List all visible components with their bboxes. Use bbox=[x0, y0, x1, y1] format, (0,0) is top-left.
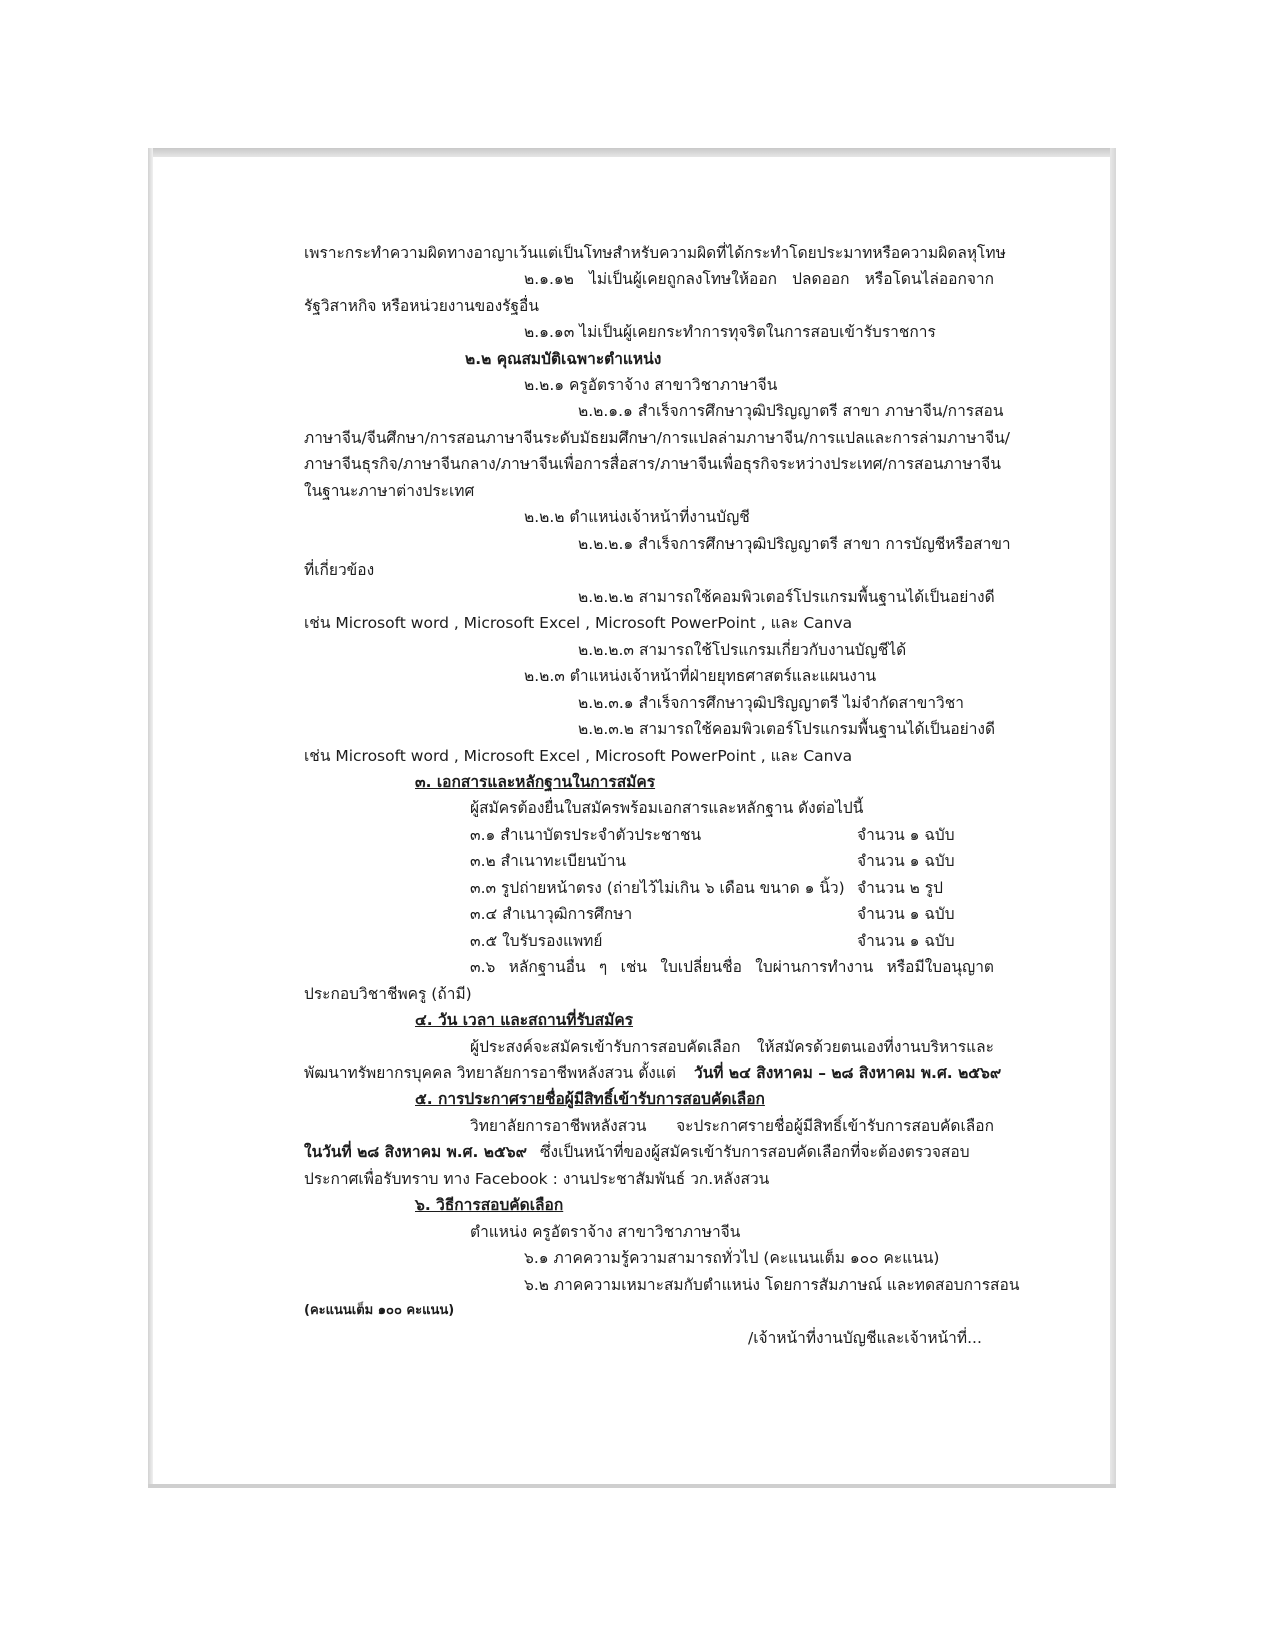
section-heading-qualifications: ๒.๒ คุณสมบัติเฉพาะตำแหน่ง bbox=[465, 350, 662, 368]
text-line: วิทยาลัยการอาชีพหลังสวน จะประกาศรายชื่อผู้มีสิทธิ์เข้ารับการสอบคัดเลือก bbox=[470, 1117, 994, 1135]
application-period: วันที่ ๒๔ สิงหาคม – ๒๘ สิงหาคม พ.ศ. ๒๕๖๙ bbox=[694, 1064, 1002, 1082]
document-item-label: ๓.๓ รูปถ่ายหน้าตรง (ถ่ายไว้ไม่เกิน ๖ เดือน ขนาด ๑ นิ้ว) bbox=[470, 879, 845, 897]
text-line: ๒.๒.๒.๓ สามารถใช้โปรแกรมเกี่ยวกับงานบัญชีได้ bbox=[578, 641, 907, 659]
document-item-label: ๓.๕ ใบรับรองแพทย์ bbox=[470, 932, 603, 950]
text-line: ๒.๑.๑๓ ไม่เป็นผู้เคยกระทำการทุจริตในการสอบเข้ารับราชการ bbox=[524, 323, 936, 341]
text-line: ๖.๒ ภาคความเหมาะสมกับตำแหน่ง โดยการสัมภาษณ์ และทดสอบการสอน bbox=[524, 1276, 1020, 1294]
document-item-label: ๓.๒ สำเนาทะเบียนบ้าน bbox=[470, 852, 626, 870]
section-heading-documents: ๓. เอกสารและหลักฐานในการสมัคร bbox=[415, 773, 656, 791]
text-line: ประกาศเพื่อรับทราบ ทาง Facebook : งานประชาสัมพันธ์ วก.หลังสวน bbox=[304, 1170, 770, 1188]
text-line: ๒.๒.๓.๒ สามารถใช้คอมพิวเตอร์โปรแกรมพื้นฐานได้เป็นอย่างดี bbox=[578, 720, 996, 738]
section-heading-announcement: ๕. การประกาศรายชื่อผู้มีสิทธิ์เข้ารับการสอบคัดเลือก bbox=[415, 1090, 765, 1108]
text-line: ผู้ประสงค์จะสมัครเข้ารับการสอบคัดเลือก ให้สมัครด้วยตนเองที่งานบริหารและ bbox=[470, 1038, 994, 1056]
text-line: ๒.๒.๓.๑ สำเร็จการศึกษาวุฒิปริญญาตรี ไม่จำกัดสาขาวิชา bbox=[578, 694, 964, 712]
continuation-note: /เจ้าหน้าที่งานบัญชีและเจ้าหน้าที่... bbox=[748, 1329, 982, 1347]
text-line: พัฒนาทรัพยากรบุคคล วิทยาลัยการอาชีพหลังสวน ตั้งแต่ bbox=[304, 1064, 676, 1082]
section-heading-selection-method: ๖. วิธีการสอบคัดเลือก bbox=[415, 1196, 564, 1214]
text-line: เช่น Microsoft word , Microsoft Excel , Microsoft PowerPoint , และ Canva bbox=[304, 747, 853, 765]
document-item-amount: จำนวน ๒ รูป bbox=[857, 879, 943, 897]
text-line: ที่เกี่ยวข้อง bbox=[304, 561, 375, 579]
text-line: ๒.๑.๑๒ ไม่เป็นผู้เคยถูกลงโทษให้ออก ปลดออก หรือโดนไล่ออกจาก bbox=[524, 270, 994, 288]
text-line: ผู้สมัครต้องยื่นใบสมัครพร้อมเอกสารและหลักฐาน ดังต่อไปนี้ bbox=[470, 799, 864, 817]
document-item-amount: จำนวน ๑ ฉบับ bbox=[857, 905, 955, 923]
document-item-amount: จำนวน ๑ ฉบับ bbox=[857, 932, 955, 950]
text-line: ในฐานะภาษาต่างประเทศ bbox=[304, 482, 475, 500]
text-line: ๒.๒.๑.๑ สำเร็จการศึกษาวุฒิปริญญาตรี สาขา ภาษาจีน/การสอน bbox=[578, 402, 1004, 420]
text-line: ตำแหน่ง ครูอัตราจ้าง สาขาวิชาภาษาจีน bbox=[470, 1223, 741, 1241]
text-line: ๒.๒.๒.๑ สำเร็จการศึกษาวุฒิปริญญาตรี สาขา การบัญชีหรือสาขา bbox=[578, 535, 1011, 553]
text-line: ประกอบวิชาชีพครู (ถ้ามี) bbox=[304, 985, 472, 1003]
text-line: รัฐวิสาหกิจ หรือหน่วยงานของรัฐอื่น bbox=[304, 297, 539, 315]
text-line: เพราะกระทำความผิดทางอาญาเว้นแต่เป็นโทษสำหรับความผิดที่ได้กระทำโดยประมาทหรือความผิดลหุโทษ bbox=[304, 244, 1006, 262]
text-line: (คะแนนเต็ม ๑๐๐ คะแนน) bbox=[304, 1303, 455, 1318]
document-item-label: ๓.๑ สำเนาบัตรประจำตัวประชาชน bbox=[470, 826, 702, 844]
text-line: ภาษาจีนธุรกิจ/ภาษาจีนกลาง/ภาษาจีนเพื่อการสื่อสาร/ภาษาจีนเพื่อธุรกิจระหว่างประเทศ/การสอนภาษาจีน bbox=[304, 455, 1001, 473]
text-line: ๒.๒.๓ ตำแหน่งเจ้าหน้าที่ฝ่ายยุทธศาสตร์และแผนงาน bbox=[524, 667, 877, 685]
text-line: เช่น Microsoft word , Microsoft Excel , Microsoft PowerPoint , และ Canva bbox=[304, 614, 853, 632]
text-line: ซึ่งเป็นหน้าที่ของผู้สมัครเข้ารับการสอบคัดเลือกที่จะต้องตรวจสอบ bbox=[540, 1143, 970, 1161]
text-line: ๖.๑ ภาคความรู้ความสามารถทั่วไป (คะแนนเต็ม ๑๐๐ คะแนน) bbox=[524, 1249, 940, 1267]
text-line: ๒.๒.๒.๒ สามารถใช้คอมพิวเตอร์โปรแกรมพื้นฐานได้เป็นอย่างดี bbox=[578, 588, 995, 606]
document-item-amount: จำนวน ๑ ฉบับ bbox=[857, 852, 955, 870]
document-item-amount: จำนวน ๑ ฉบับ bbox=[857, 826, 955, 844]
document-item-label: ๓.๔ สำเนาวุฒิการศึกษา bbox=[470, 905, 633, 923]
text-line: ๓.๖ หลักฐานอื่น ๆ เช่น ใบเปลี่ยนชื่อ ใบผ่านการทำงาน หรือมีใบอนุญาต bbox=[470, 958, 994, 976]
text-line: ๒.๒.๑ ครูอัตราจ้าง สาขาวิชาภาษาจีน bbox=[524, 376, 778, 394]
section-heading-application-date: ๔. วัน เวลา และสถานที่รับสมัคร bbox=[415, 1011, 634, 1029]
text-line: ภาษาจีน/จีนศึกษา/การสอนภาษาจีนระดับมัธยมศึกษา/การแปลล่ามภาษาจีน/การแปลและการล่ามภาษาจีน/ bbox=[304, 429, 1011, 447]
text-line: ๒.๒.๒ ตำแหน่งเจ้าหน้าที่งานบัญชี bbox=[524, 508, 750, 526]
announcement-date: ในวันที่ ๒๘ สิงหาคม พ.ศ. ๒๕๖๙ bbox=[304, 1143, 527, 1161]
